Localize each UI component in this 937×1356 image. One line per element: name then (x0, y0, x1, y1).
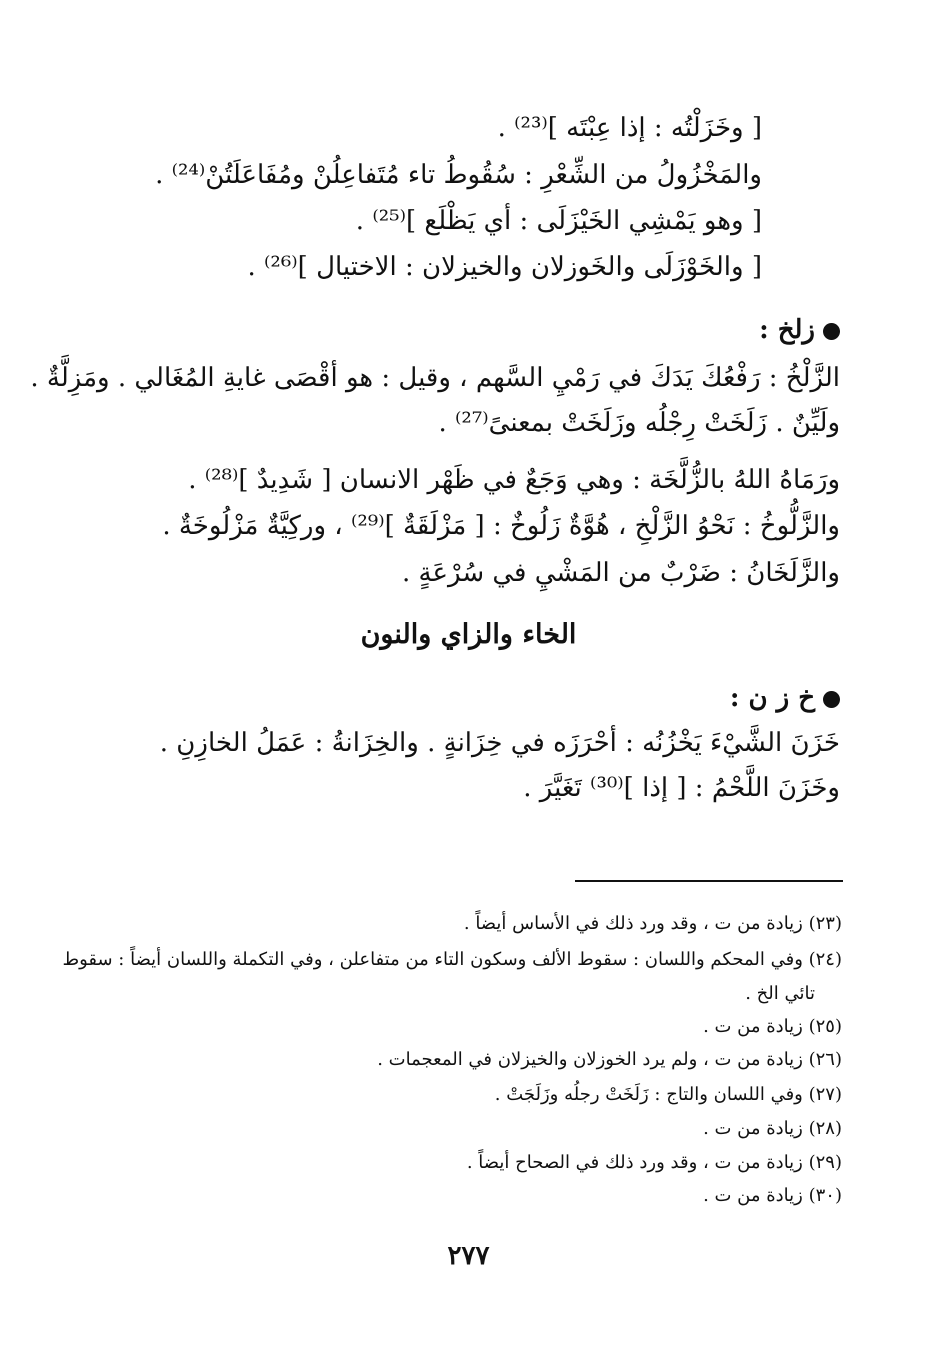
page-number: ٢٧٧ (447, 1241, 490, 1271)
text-line: وخَزَنَ اللَّحْمُ : [ إذا ]⁽³⁰⁾ تَغَيَّرَ . (523, 773, 840, 803)
bullet-icon (823, 323, 840, 340)
text-line: خَزَنَ الشَّيْءَ يَخْزُنُه : أحْرَزَه في خِزَانةٍ . والخِزَانةُ : عَمَلُ الخازِنِ . (159, 728, 840, 758)
text-line: والزَّلَخَانُ : ضَرْبٌ من المَشْيِ في سُرْعَةٍ . (402, 558, 840, 588)
headword-label: زلخ : (759, 315, 815, 345)
footnote: (٢٤) وفي المحكم واللسان : سقوط الألف وسكون التاء من متفاعلن ، وفي التكملة واللسان أيضاً : سقوط (62, 949, 842, 970)
headword-label: خ ز ن : (729, 683, 815, 713)
text-line: والزَّلُّوخُ : نَحْوُ الزَّلْخِ ، هُوَّةٌ زَلُوخٌ : [ مَزْلَقَةٌ ]⁽²⁹⁾ ، وركِيَّةٌ مَزْلُوخَةٌ . (162, 511, 840, 541)
entry-headword (759, 312, 840, 348)
footnote-continuation: تائي الخ . (745, 983, 815, 1004)
footnote: (٢٣) زيادة من ت ، وقد ورد ذلك في الأساس أيضاً . (463, 913, 842, 934)
entry-headword (730, 680, 840, 716)
footnote: (٢٦) زيادة من ت ، ولم يرد الخوزلان والخيزلان في المعجمات . (377, 1049, 842, 1070)
bullet-icon (823, 691, 840, 708)
text-line: والمَخْزُولُ من الشِّعْرِ : سُقُوطُ تاء مُتَفاعِلُنْ ومُفَاعَلَتُنْ⁽²⁴⁾ . (155, 160, 762, 190)
footnote: (٢٥) زيادة من ت . (703, 1016, 842, 1037)
footnote: (٣٠) زيادة من ت . (703, 1185, 842, 1206)
text-line: [ وهو يَمْشِي الخَيْزَلَى : أي يَظْلَع ]⁽²⁵⁾ . (355, 206, 762, 236)
footnote: (٢٨) زيادة من ت . (703, 1118, 842, 1139)
footnote: (٢٩) زيادة من ت ، وقد ورد ذلك في الصحاح أيضاً . (466, 1152, 842, 1173)
section-heading: الخاء والزاي والنون (360, 619, 577, 650)
text-line: الزَّلْخُ : رَفْعُكَ يَدَكَ في رَمْيِ السَّهم ، وقيل : هو أقْصَى غايةِ المُغَالي . ومَزِلَّةٌ . (30, 363, 840, 393)
text-line: ورَمَاهُ اللهُ بالزُّلَّخَة : وهي وَجَعٌ في ظَهْر الانسان [ شَدِيدٌ ]⁽²⁸⁾ . (188, 465, 840, 495)
footnote-divider (575, 880, 843, 882)
text-line: ولَيِّنٌ . زَلَخَتْ رِجْلُه وزَلَخَتْ بمعنىً⁽²⁷⁾ . (438, 408, 840, 438)
footnote: (٢٧) وفي اللسان والتاج : زَلَخَتْ رجلُه وزَلَجَتْ . (494, 1084, 842, 1105)
text-line: [ وخَزَلْتُه : إذا عِبْتَه ]⁽²³⁾ . (497, 113, 762, 143)
text-line: [ والخَوْزَلَى والخَوزلان والخيزلان : الاختيال ]⁽²⁶⁾ . (247, 252, 762, 282)
